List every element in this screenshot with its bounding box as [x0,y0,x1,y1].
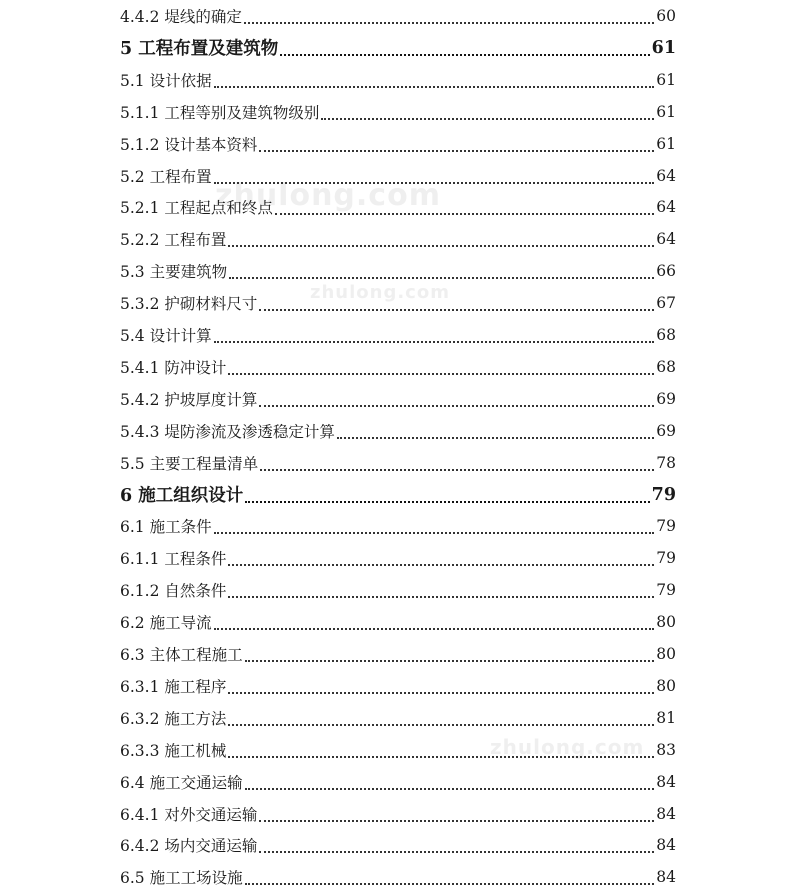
toc-chapter-entry[interactable] [120,480,676,510]
watermark: zhulong.com [490,735,645,759]
toc-entry-title: 6.3.1 施工程序 [120,677,227,696]
toc-entry-title: 5.4.1 防冲设计 [120,358,227,377]
toc-entry-title: 5.1 设计依据 [120,71,212,90]
toc-entry[interactable] [120,256,676,286]
toc-entry-title: 5 工程布置及建筑物 [120,39,279,60]
toc-entry-title: 6.3.3 施工机械 [120,741,227,760]
toc-page-number: 84 [656,804,676,823]
toc-page-number: 80 [656,645,676,663]
toc-entry[interactable] [120,448,676,478]
toc-leader-dots [275,197,654,215]
toc-leader-dots [228,357,654,375]
toc-page-number: 61 [656,70,676,89]
toc-leader-dots [259,835,654,853]
toc-page-number: 68 [656,357,676,376]
toc-leader-dots [259,389,654,407]
toc-entry-title: 5.1.2 设计基本资料 [120,135,258,154]
toc-page-number: 79 [651,484,676,505]
toc-entry-title: 6.1.1 工程条件 [120,550,227,569]
toc-leader-dots [228,548,654,566]
toc-entry[interactable] [120,671,676,701]
toc-entry[interactable] [120,384,676,414]
toc-entry[interactable] [120,352,676,382]
toc-entry[interactable] [120,575,676,605]
toc-page-number: 79 [656,581,676,600]
toc-entry[interactable] [120,862,676,892]
toc-page-number: 64 [656,166,676,185]
toc-leader-dots [214,612,654,630]
toc-leader-dots [259,293,654,311]
toc-page-number: 81 [656,708,676,727]
toc-entry-title: 5.2.1 工程起点和终点 [120,199,273,218]
watermark: zhulong.com [310,282,450,303]
toc-page-number: 69 [656,421,676,440]
toc-page-number: 67 [656,294,676,313]
toc-page-number: 66 [656,262,676,281]
toc-entry[interactable] [120,224,676,254]
toc-entry-title: 6.4.1 对外交通运输 [120,805,258,824]
toc-page-number: 78 [656,453,676,472]
toc-page-number: 68 [656,326,676,344]
toc-page-number: 84 [656,868,676,887]
toc-entry[interactable] [120,767,676,797]
toc-entry-title: 6.5 施工工场设施 [120,869,243,888]
toc-leader-dots [280,38,649,56]
toc-page-number: 84 [656,772,676,791]
toc-entry-title: 5.2.2 工程布置 [120,231,227,250]
toc-leader-dots [228,676,654,694]
toc-leader-dots [228,229,654,247]
toc-page-number: 80 [656,676,676,695]
toc-page-number: 61 [651,37,676,58]
toc-entry[interactable] [120,799,676,829]
toc-entry-title: 6.1.2 自然条件 [120,582,227,601]
toc-entry[interactable] [120,830,676,860]
toc-entry-title: 5.3.2 护砌材料尺寸 [120,295,258,314]
toc-entry[interactable] [120,320,676,350]
toc-leader-dots [259,804,654,822]
toc-leader-dots [245,644,654,662]
toc-entry-title: 6.3.2 施工方法 [120,709,227,728]
toc-entry[interactable] [120,735,676,765]
toc-leader-dots [321,102,654,120]
toc-leader-dots [214,70,654,88]
toc-entry-title: 6.3 主体工程施工 [120,646,243,664]
toc-page-number: 84 [656,836,676,855]
toc-entry[interactable] [120,161,676,191]
toc-chapter-entry[interactable] [120,33,676,63]
toc-leader-dots [228,708,654,726]
toc-entry[interactable] [120,288,676,318]
toc-entry-title: 4.4.2 堤线的确定 [120,8,242,26]
toc-leader-dots [337,421,654,439]
toc-entry[interactable] [120,192,676,222]
toc-leader-dots [245,485,649,503]
toc-entry-title: 5.4.2 护坡厚度计算 [120,390,258,409]
toc-page-number: 80 [656,613,676,632]
toc-entry-title: 6.4 施工交通运输 [120,773,243,792]
toc-page-number: 61 [656,134,676,153]
toc-page-number: 79 [656,517,676,536]
toc-leader-dots [245,772,654,790]
toc-leader-dots [259,134,654,152]
toc-leader-dots [245,867,654,885]
toc-entry[interactable] [120,65,676,95]
toc-entry[interactable] [120,416,676,446]
toc-entry-title: 5.2 工程布置 [120,167,212,186]
toc-leader-dots [214,325,654,343]
toc-entry[interactable] [120,607,676,637]
toc-page-number: 79 [656,549,676,568]
toc-entry[interactable] [120,1,676,31]
toc-entry-title: 5.4 设计计算 [120,327,212,345]
watermark: zhulong.com [215,178,441,213]
toc-entry-title: 6.4.2 场内交通运输 [120,837,258,856]
toc-entry[interactable] [120,511,676,541]
toc-entry-title: 6 施工组织设计 [120,486,244,506]
toc-leader-dots [228,580,654,598]
toc-entry-title: 6.2 施工导流 [120,614,212,633]
toc-entry-title: 5.3 主要建筑物 [120,263,228,282]
toc-entry[interactable] [120,543,676,573]
toc-entry[interactable] [120,639,676,669]
toc-page-number: 60 [656,7,676,25]
toc-leader-dots [214,166,654,184]
toc-entry[interactable] [120,97,676,127]
toc-leader-dots [244,6,654,24]
toc-entry[interactable] [120,703,676,733]
toc-entry[interactable] [120,129,676,159]
toc-leader-dots [229,261,654,279]
toc-entry-title: 5.1.1 工程等别及建筑物级别 [120,103,320,122]
toc-page-number: 64 [656,198,676,217]
toc-leader-dots [228,740,654,758]
toc-leader-dots [260,453,654,471]
toc-page-number: 69 [656,389,676,408]
toc-page-number: 64 [656,230,676,249]
toc-page-number: 61 [656,102,676,121]
toc-page-number: 83 [656,740,676,759]
toc-entry-title: 5.4.3 堤防渗流及渗透稳定计算 [120,422,335,441]
toc-entry-title: 5.5 主要工程量清单 [120,454,259,473]
toc-entry-title: 6.1 施工条件 [120,518,212,537]
toc-leader-dots [214,516,654,534]
